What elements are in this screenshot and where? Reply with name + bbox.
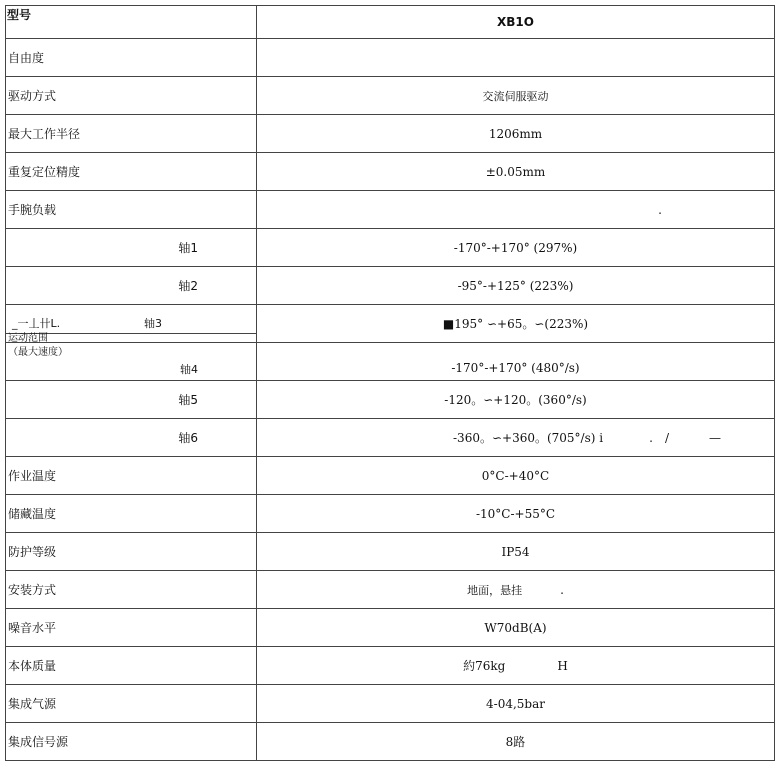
table-row xyxy=(6,39,775,77)
motion-range-row xyxy=(6,305,775,381)
scan-artifact-text: _一丄卄L. xyxy=(12,317,61,330)
table-row xyxy=(6,647,775,685)
mass-value-cell xyxy=(257,647,775,685)
table-row xyxy=(6,267,775,305)
storage-temp-value: -10°C-+55°C xyxy=(257,495,775,533)
repeatability-value: ±0.05mm xyxy=(257,153,775,191)
noise-label: 噪音水平 xyxy=(6,609,257,647)
table-row xyxy=(6,457,775,495)
axis6-value: -360。∽+360。(705°/s) i xyxy=(453,431,604,445)
table-row xyxy=(6,191,775,229)
protection-value: IP54 xyxy=(257,533,775,571)
divider xyxy=(257,342,774,343)
protection-label: 防护等级 xyxy=(6,533,257,571)
work-temp-label: 作业温度 xyxy=(6,457,257,495)
mass-value: 約76kg xyxy=(463,659,506,673)
drive-value: 交流伺服驱动 xyxy=(257,77,775,115)
payload-label: 手腕负载 xyxy=(6,191,257,229)
axis5-value: -120。∽+120。(360°/s) xyxy=(257,381,775,419)
table-row xyxy=(6,685,775,723)
noise-value: W70dB(A) xyxy=(257,609,775,647)
mass-label: 本体质量 xyxy=(6,647,257,685)
radius-value: 1206mm xyxy=(257,115,775,153)
air-source-label: 集成气源 xyxy=(6,685,257,723)
scan-mark: / xyxy=(664,431,669,445)
repeatability-label: 重复定位精度 xyxy=(6,153,257,191)
table-row xyxy=(6,381,775,419)
axis4-label: 轴4 xyxy=(180,363,198,376)
axis2-label: 轴2 xyxy=(6,267,257,305)
model-label: 型号 xyxy=(6,6,257,39)
air-source-value: 4-04,5bar xyxy=(257,685,775,723)
model-value: XB1O xyxy=(257,6,775,39)
table-row xyxy=(6,609,775,647)
max-speed-label: （最大速度） xyxy=(8,347,68,358)
mount-label: 安装方式 xyxy=(6,571,257,609)
axis1-label: 轴1 xyxy=(6,229,257,267)
scan-mark: . xyxy=(560,582,564,597)
table-row xyxy=(6,77,775,115)
dof-value xyxy=(257,39,775,77)
table-row xyxy=(6,419,775,457)
mount-value: 地面，悬挂 xyxy=(467,583,523,597)
work-temp-value: 0°C-+40°C xyxy=(257,457,775,495)
axis6-value-cell xyxy=(257,419,775,457)
axis2-value: -95°-+125° (223%) xyxy=(257,267,775,305)
scan-mark: H xyxy=(557,659,568,673)
axis5-label: 轴5 xyxy=(6,381,257,419)
payload-value: . xyxy=(257,191,775,229)
signal-source-label: 集成信号源 xyxy=(6,723,257,761)
mount-value-cell xyxy=(257,571,775,609)
axis3-value: ■195° ∽+65。∽(223%) xyxy=(442,317,589,331)
motion-range-label: 运动范围 xyxy=(8,333,48,344)
axis3-label: 轴3 xyxy=(144,317,162,330)
storage-temp-label: 储藏温度 xyxy=(6,495,257,533)
radius-label: 最大工作半径 xyxy=(6,115,257,153)
dof-label: 自由度 xyxy=(6,39,257,77)
scan-mark: — xyxy=(708,431,721,445)
table-row xyxy=(6,571,775,609)
drive-label: 驱动方式 xyxy=(6,77,257,115)
scan-mark: . xyxy=(649,431,653,445)
table-row xyxy=(6,153,775,191)
table-row xyxy=(6,229,775,267)
axis4-value: -170°-+170° (480°/s) xyxy=(451,361,580,375)
motion-range-label-cell xyxy=(6,305,257,381)
table-row xyxy=(6,495,775,533)
table-row xyxy=(6,115,775,153)
motion-range-value-cell xyxy=(257,305,775,381)
table-row xyxy=(6,533,775,571)
spec-table xyxy=(5,5,775,761)
signal-source-value: 8路 xyxy=(257,723,775,761)
axis6-label: 轴6 xyxy=(6,419,257,457)
header-row xyxy=(6,6,775,39)
table-row xyxy=(6,723,775,761)
axis1-value: -170°-+170° (297%) xyxy=(257,229,775,267)
